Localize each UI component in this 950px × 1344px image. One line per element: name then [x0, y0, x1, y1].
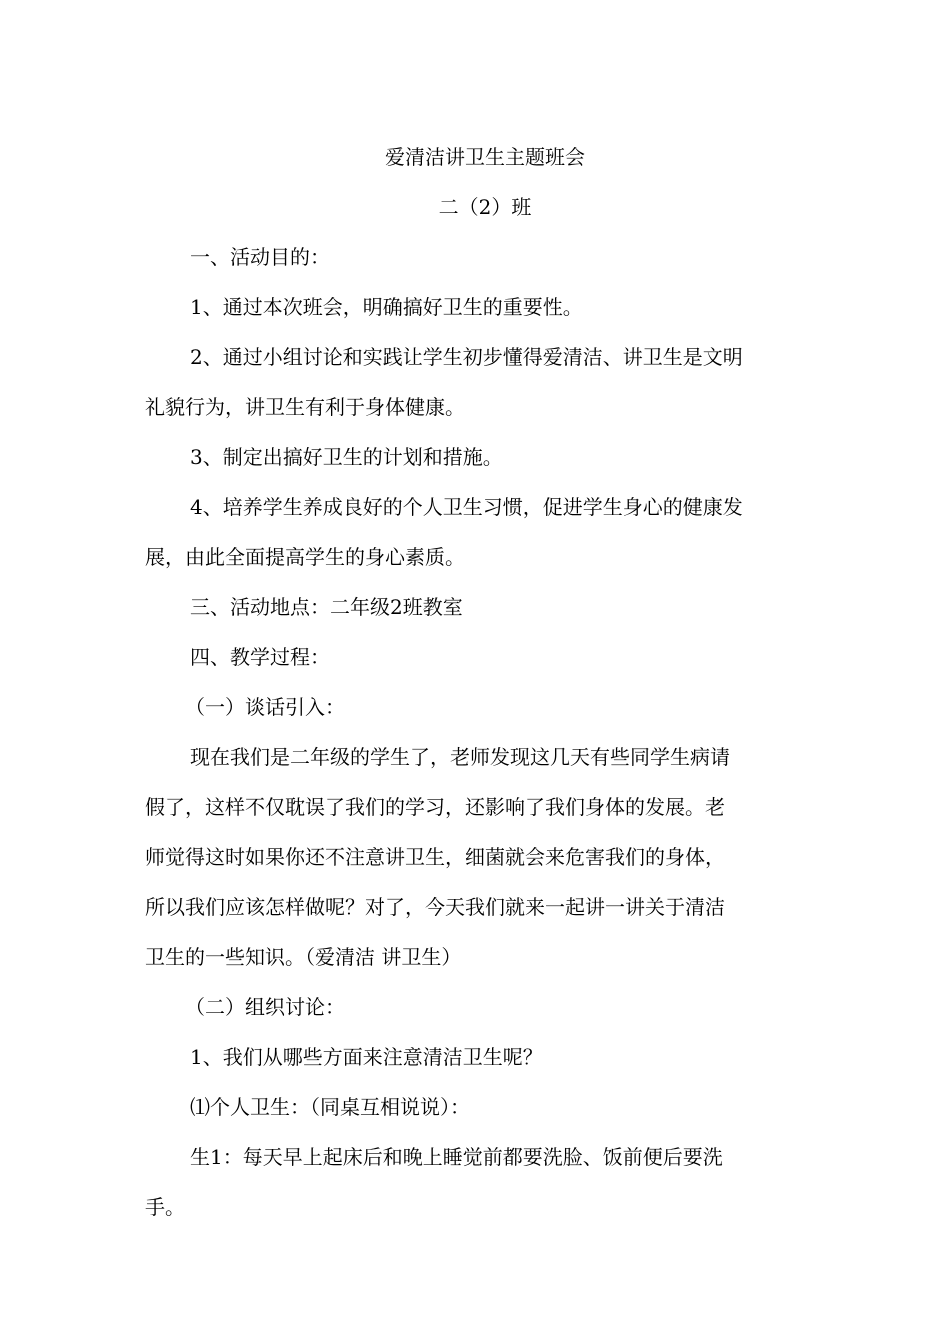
text-line: 展，由此全面提高学生的身心素质。: [145, 545, 465, 569]
text-line: 所以我们应该怎样做呢？对了，今天我们就来一起讲一讲关于清洁: [145, 895, 725, 919]
text-line: 一、活动目的：: [190, 245, 330, 269]
text-line: 3、制定出搞好卫生的计划和措施。: [190, 445, 503, 469]
text-line: 三、活动地点：二年级2班教室: [190, 595, 463, 619]
text-line: 手。: [145, 1195, 185, 1219]
text-line: 四、教学过程：: [190, 645, 330, 669]
text-line: 2、通过小组讨论和实践让学生初步懂得爱清洁、讲卫生是文明: [190, 345, 743, 369]
document-body: [145, 132, 805, 1232]
text-line: 1、我们从哪些方面来注意清洁卫生呢？: [190, 1045, 543, 1069]
text-line: （二）组织讨论：: [185, 995, 345, 1019]
text-line: 1、通过本次班会，明确搞好卫生的重要性。: [190, 295, 583, 319]
text-line: 师觉得这时如果你还不注意讲卫生，细菌就会来危害我们的身体，: [145, 845, 725, 869]
text-line: 卫生的一些知识。（爱清洁 讲卫生）: [145, 945, 462, 969]
text-line: 礼貌行为，讲卫生有利于身体健康。: [145, 395, 465, 419]
text-line: ⑴个人卫生：（同桌互相说说）：: [190, 1095, 470, 1119]
paragraph-lines: [145, 232, 805, 1232]
text-line: 现在我们是二年级的学生了，老师发现这几天有些同学生病请: [190, 745, 730, 769]
text-line: 假了，这样不仅耽误了我们的学习，还影响了我们身体的发展。老: [145, 795, 725, 819]
text-line: 生1：每天早上起床后和晚上睡觉前都要洗脸、饭前便后要洗: [190, 1145, 723, 1169]
document-title: 爱清洁讲卫生主题班会: [385, 145, 585, 169]
text-line: （一）谈话引入：: [185, 695, 345, 719]
text-line: 4、培养学生养成良好的个人卫生习惯，促进学生身心的健康发: [190, 495, 743, 519]
document-subtitle: 二（2）班: [438, 195, 532, 219]
